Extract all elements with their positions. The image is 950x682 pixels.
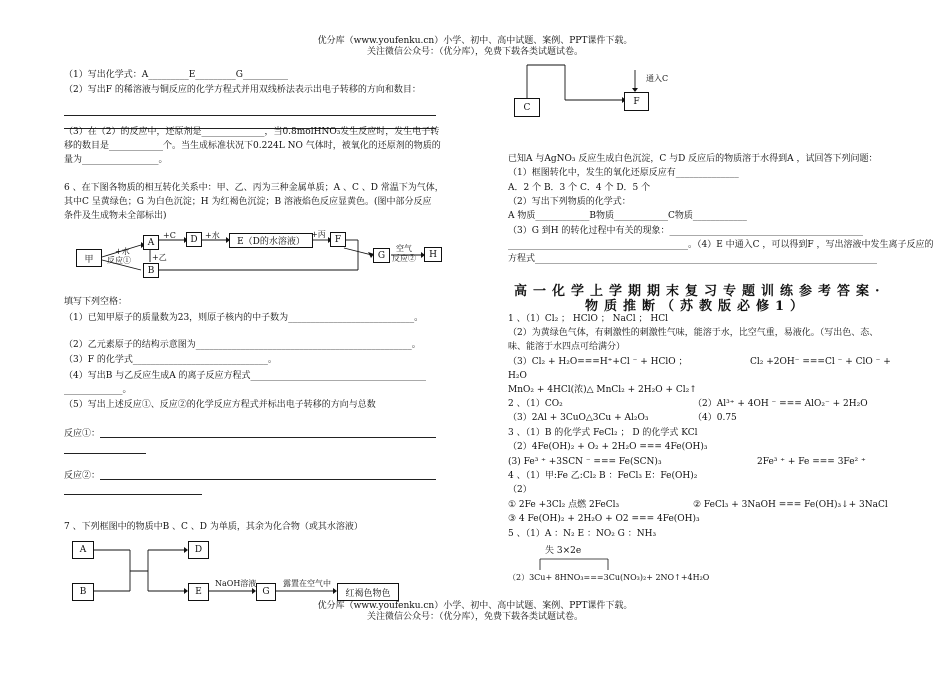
ans-2-3: （3）2Al + 3CuO△3Cu + Al₂O₃ xyxy=(508,413,649,423)
diagram1-node-A: A xyxy=(143,235,159,250)
diagram2-node-D: D xyxy=(188,541,209,559)
answer-title-2: 物质推断（苏教版必修1） xyxy=(585,299,810,314)
answer-title-1: 高一化学上学期期末复习专题训练参考答案· xyxy=(514,284,886,299)
q1-part2: （2）写出F 的稀溶液与铜反应的化学方程式并用双线桥法表示出电子转移的方向和数目： xyxy=(64,85,421,95)
reaction-1-label: 反应①： xyxy=(64,429,101,439)
r-q4a: ________________________________________。（4）E 中通入C ，可以得到F ，写出溶液中发生离子反应的 xyxy=(508,240,934,250)
ans-5-electron-label: 失 3×2e xyxy=(545,546,582,556)
footer-line-2: 关注微信公众号：（优分库），免费下载各类试题试卷。 xyxy=(366,612,583,622)
diagram2-node-A: A xyxy=(72,541,94,559)
ans-1-3b: Cl₂ +2OH⁻ ===Cl ⁻ + ClO ⁻ + xyxy=(750,357,891,367)
diagram3-node-F: F xyxy=(624,92,649,111)
fill-2: （2）乙元素原子的结构示意图为________________________________________________。 xyxy=(64,340,421,350)
q6-line3: 条件及生成物未全部标出) xyxy=(64,211,167,221)
label-pass-C: 通入C xyxy=(646,74,669,83)
ans-5-2: （2）3Cu+ 8HNO₃===3Cu(NO₃)₂+ 2NO↑+4H₂O xyxy=(508,573,710,582)
r-q4b: 方程式____________________________________________________________________________ xyxy=(508,254,878,264)
label-reaction-2: 反应② xyxy=(392,254,416,263)
q1-part3c: 量为_________________。 xyxy=(64,155,168,165)
fill-1: （1）已知甲原子的质量数为23，则原子核内的中子数为____________________________。 xyxy=(64,313,424,323)
diagram1-node-jia: 甲 xyxy=(76,249,102,267)
r-q2: （2）写出下列物质的化学式： xyxy=(508,197,631,207)
ans-1-3a: （3）Cl₂ + H₂O===H⁺+Cl ⁻ + HClO ； xyxy=(508,357,688,367)
label-air: 空气 xyxy=(396,244,412,253)
diagram2-node-red-brown: 红褐色物色 xyxy=(337,583,399,601)
label-plus-yi: +乙 xyxy=(152,253,167,262)
r-q2-blanks: A 物质____________B物质____________C物质____________ xyxy=(508,211,747,221)
q1-part3a: （3）在（2）的反应中，还原剂是______________，当0.8molHNO₃发生反应时，发生电子转 xyxy=(64,127,440,137)
ans-2-1: 2 、（1）CO₂ xyxy=(508,399,563,409)
diagram2-node-B: B xyxy=(72,583,94,601)
label-plus-water-2: +水 xyxy=(205,231,220,240)
ans-1-2a: （2）为黄绿色气体，有刺激性的刺激性气味，能溶于水，比空气重，易液化。（写出色、态、 xyxy=(508,328,879,338)
diagram3-node-C: C xyxy=(514,98,540,117)
diagram1-node-E: E（D的水溶液） xyxy=(229,233,313,248)
header-line-2: 关注微信公众号：（优分库），免费下载各类试题试卷。 xyxy=(366,47,583,57)
q6-line1: 6 、在下图各物质的相互转化关系中：甲、乙、丙为三种金属单质；A 、C 、D 常温下为气体， xyxy=(64,183,444,193)
label-expose-air: 露置在空气中 xyxy=(283,579,331,588)
label-reaction-1: 反应① xyxy=(107,256,131,265)
label-naoh: NaOH溶液 xyxy=(215,579,257,588)
diagram2-node-G: G xyxy=(256,583,276,601)
ans-4-1: 4 、（1）甲:Fe 乙:Cl₂ B ：FeCl₃ E：Fe(OH)₂ xyxy=(508,471,698,481)
header-line-1: 优分库（www.youfenku.cn）小学、初中、高中试题、案例、PPT课件下载。 xyxy=(317,36,633,46)
q7-text: 7 、下列框图中的物质中B 、C 、D 为单质，其余为化合物（或其水溶液） xyxy=(64,522,363,532)
ans-3-1: 3 、（1）B 的化学式 FeCl₂ ； D 的化学式 KCl xyxy=(508,428,698,438)
diagram1-node-D: D xyxy=(186,232,202,247)
label-plus-bing: +丙 xyxy=(311,230,326,239)
ans-2-4: （4）0.75 xyxy=(693,413,737,423)
ans-1-1: 1 、（1）Cl₂ ； HClO ； NaCl ； HCl xyxy=(508,314,668,324)
r-q3: （3）G 到H 的转化过程中有关的现象：___________________________________________ xyxy=(508,226,863,236)
footer-line-1: 优分库（www.youfenku.cn）小学、初中、高中试题、案例、PPT课件下载。 xyxy=(317,601,633,611)
ans-3-2: （2）4Fe(OH)₂ + O₂ + 2H₂O === 4Fe(OH)₃ xyxy=(508,442,708,452)
diagram1-node-B: B xyxy=(143,263,159,278)
r-premise: 已知A 与AgNO₃ 反应生成白色沉淀，C 与D 反应后的物质溶于水得到A ，试回答下列问题： xyxy=(508,154,878,164)
label-plus-water: +水 xyxy=(115,247,130,256)
ans-2-2: （2）Al³⁺ + 4OH ⁻ === AlO₂⁻ + 2H₂O xyxy=(693,399,868,409)
q1-part3b: 移的数目是____________个。当生成标准状况下0.224L NO 气体时，被氧化的还原剂的物质的 xyxy=(64,141,441,151)
fill-5: （5）写出上述反应①、反应②的化学反应方程式并标出电子转移的方向与总数 xyxy=(64,400,376,410)
fill-4a: （4）写出B 与乙反应生成A 的离子反应方程式_______________________________________ xyxy=(64,371,427,381)
r-q1: （1）框图转化中，发生的氧化还原反应有______________ xyxy=(508,168,739,178)
r-options: A．2 个 B．3 个 C．4 个 D．5 个 xyxy=(508,183,651,193)
ans-3-3a: (3) Fe³ ⁺ +3SCN ⁻ === Fe(SCN)₃ xyxy=(508,457,662,467)
ans-3-3b: 2Fe³ ⁺ + Fe === 3Fe² ⁺ xyxy=(757,457,866,467)
ans-4-eq2: ② FeCl₃ + 3NaOH === Fe(OH)₃↓+ 3NaCl xyxy=(693,500,888,510)
diagram1-node-G: G xyxy=(373,248,390,263)
diagram2-node-E: E xyxy=(188,583,209,601)
ans-1-3c: H₂O xyxy=(508,371,527,381)
ans-4-2: （2） xyxy=(508,485,532,495)
diagram1-node-H: H xyxy=(424,247,442,262)
fill-3: （3）F 的化学式______________________________。 xyxy=(64,355,277,365)
q6-line2: 其中C 呈黄绿色；G 为白色沉淀；H 为红褐色沉淀；B 溶液焰色反应显黄色。(图中部分反应 xyxy=(64,197,432,207)
ans-4-eq1: ① 2Fe +3Cl₂ 点燃 2FeCl₃ xyxy=(508,500,620,510)
label-plus-C: +C xyxy=(163,231,176,240)
fill-heading: 填写下列空格： xyxy=(64,297,128,307)
diagram1-node-F: F xyxy=(330,232,346,247)
ans-4-eq3: ③ 4 Fe(OH)₂ + 2H₂O + O2 === 4Fe(OH)₃ xyxy=(508,514,700,524)
q1-part1: （1）写出化学式：A_________E_________G__________ xyxy=(64,70,288,80)
ans-1-3d: MnO₂ + 4HCl(浓)△ MnCl₂ + 2H₂O + Cl₂↑ xyxy=(508,385,697,395)
reaction-2-label: 反应②： xyxy=(64,471,101,481)
ans-1-2b: 味、能溶于水四点可给满分） xyxy=(508,342,626,352)
ans-5-1: 5 、（1）A ：N₂ E ：NO₂ G ：NH₃ xyxy=(508,529,657,539)
fill-4b: _____________。 xyxy=(64,385,132,395)
